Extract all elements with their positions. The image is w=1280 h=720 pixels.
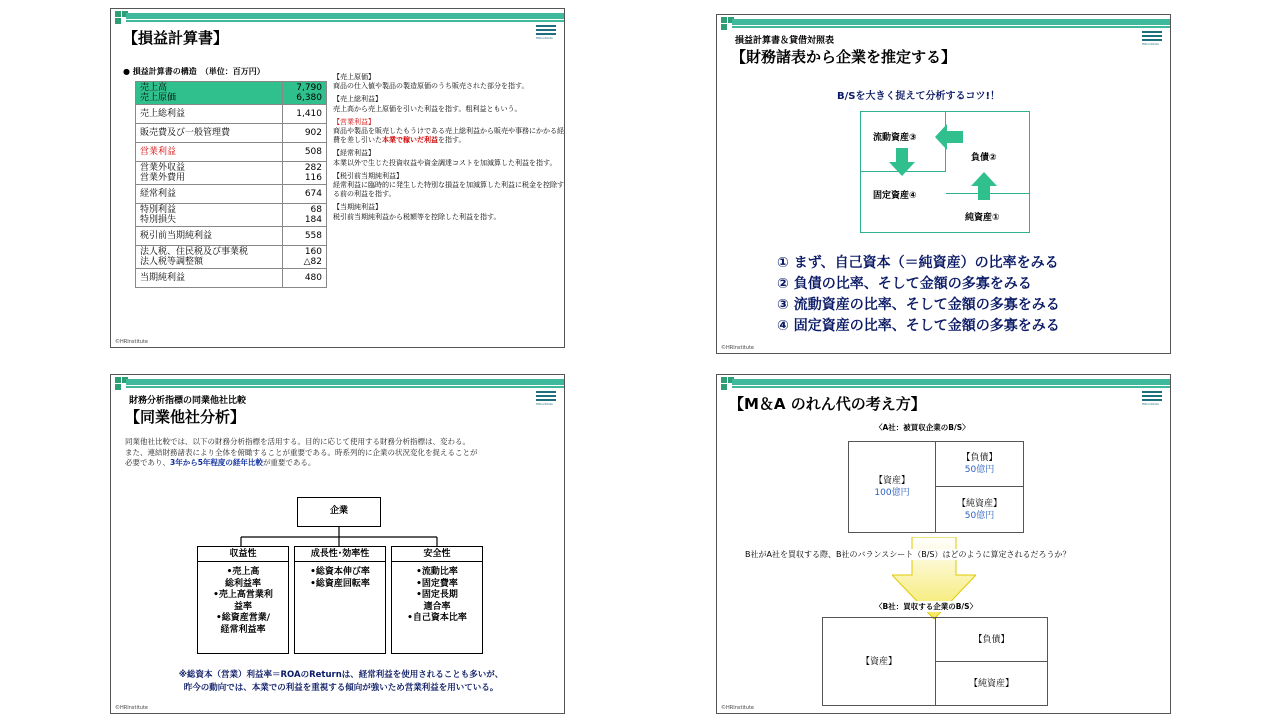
table-row <box>136 269 327 288</box>
footer-copyright: ©HRInstitute <box>115 705 148 711</box>
table-row <box>136 105 327 124</box>
top-bar <box>732 19 1170 25</box>
point-item: ① まず、自己資本（＝純資産）の比率をみる <box>777 255 1059 271</box>
income-table <box>135 81 327 288</box>
table-row <box>136 143 327 162</box>
slide-income-statement[interactable] <box>110 8 565 348</box>
table-row <box>136 227 327 246</box>
slide-title: 【同業他社分析】 <box>125 408 246 426</box>
table-row <box>136 82 327 105</box>
row-value: 480 <box>283 269 327 288</box>
row-value: 1,410 <box>283 105 327 124</box>
decor-square <box>721 384 727 390</box>
a-assets-box: 【資産】 100億円 <box>848 441 936 533</box>
arrow-down-icon <box>889 148 915 176</box>
decor-square <box>115 18 121 24</box>
row-label: 売上高 売上原価 <box>136 82 283 105</box>
top-bar-line <box>126 20 564 22</box>
row-value: 282 116 <box>283 162 327 185</box>
row-value: 902 <box>283 124 327 143</box>
top-bar-line <box>732 386 1170 388</box>
decor-square <box>721 24 727 30</box>
decor-square <box>115 384 121 390</box>
slide-subtitle: 財務分析指標の同業他社比較 <box>129 396 247 406</box>
row-value: 674 <box>283 185 327 204</box>
footer-copyright: ©HRInstitute <box>115 339 148 345</box>
row-label: 売上総利益 <box>136 105 283 124</box>
a-liabilities-box: 【負債】 50億円 <box>935 441 1024 487</box>
row-label: 営業利益 <box>136 143 283 162</box>
row-label: 法人税、住民税及び事業税 法人税等調整額 <box>136 246 283 269</box>
row-label: 販売費及び一般管理費 <box>136 124 283 143</box>
point-item: ③ 流動資産の比率、そして金額の多寡をみる <box>777 297 1060 313</box>
row-label: 当期純利益 <box>136 269 283 288</box>
footnote: ※総資本（営業）利益率＝ROAのReturnは、経常利益を使用されることも多いが、 昨今の動向では、本業での利益を重視する傾向が強いため営業利益を用いている。 <box>178 670 504 693</box>
slide-title: 【損益計算書】 <box>123 29 229 47</box>
top-bar-line <box>732 26 1170 28</box>
top-bar-line <box>126 386 564 388</box>
definition-item: 【売上原価】 商品の仕入値や製品の製造原価のうち販売された部分を指す。 <box>333 73 529 91</box>
row-value: 558 <box>283 227 327 246</box>
table-row <box>136 204 327 227</box>
footer-copyright: ©HRInstitute <box>721 705 754 711</box>
definition-item: 【当期純利益】 税引前当期純利益から税額等を控除した利益を指す。 <box>333 203 501 221</box>
definitions <box>333 73 565 226</box>
cell-equity: 純資産① <box>965 213 1000 223</box>
intro-paragraph: 同業他社比較では、以下の財務分析指標を活用する。目的に応じて使用する財務分析指標は、変わる。 また、連結財務諸表により全体を俯瞰することが重要である。時系列的に企業の状況変化を捉えることが 必要であり、3年から5年程度の経年比較が重要である。 <box>125 437 478 467</box>
arrow-up-icon <box>971 172 997 200</box>
group-growth-efficiency: 成長性･効率性 •総資本伸び率 •総資産回転率 <box>294 546 386 654</box>
slide-title: 【M＆A のれん代の考え方】 <box>729 395 926 413</box>
definition-item: 【経常利益】 本業以外で生じた投資収益や資金調達コストを加減算した利益を指す。 <box>333 149 557 167</box>
bs-fixed-assets <box>861 172 946 232</box>
slide-title: 【財務諸表から企業を推定する】 <box>731 48 957 66</box>
decor-square <box>721 17 727 23</box>
analysis-points <box>777 253 1060 337</box>
point-item: ② 負債の比率、そして金額の多寡をみる <box>777 276 1032 292</box>
table-row <box>136 124 327 143</box>
cell-fixed-assets: 固定資産④ <box>873 191 917 201</box>
slide-subtitle: 損益計算書＆貸借対照表 <box>735 36 835 46</box>
definition-item: 【売上総利益】 売上高から売上原価を引いた利益を指す。粗利益ともいう。 <box>333 95 522 113</box>
top-bar <box>126 13 564 19</box>
row-label: 特別利益 特別損失 <box>136 204 283 227</box>
table-row <box>136 162 327 185</box>
row-label: 営業外収益 営業外費用 <box>136 162 283 185</box>
group-safety: 安全性 •流動比率 •固定費率 •固定長期 適合率 •自己資本比率 <box>391 546 483 654</box>
definition-item: 【営業利益】 商品や製品を販売したもうけである売上総利益から販売や事務にかかる経費を差し引いた本業で稼いだ利益を指す。 <box>333 117 564 145</box>
top-bar <box>126 379 564 385</box>
definition-item: 【税引前当期純利益】 経常利益に臨時的に発生した特別な損益を加減算した利益に税金を控除する前の利益を指す。 <box>333 171 564 199</box>
slide-peer-comparison[interactable] <box>110 374 565 714</box>
cell-current-assets: 流動資産③ <box>873 133 917 143</box>
slide-goodwill[interactable] <box>716 374 1171 714</box>
logo-icon: HRInstitute <box>536 391 556 409</box>
cell-liabilities: 負債② <box>971 153 997 163</box>
slide-estimate-company[interactable] <box>716 14 1171 354</box>
a-caption: 〈A社：被買収企業のB/S〉 <box>875 423 970 432</box>
section-heading: B/Sを大きく捉えて分析するコツ!！ <box>837 91 1001 102</box>
row-value: 160 △82 <box>283 246 327 269</box>
row-label: 税引前当期純利益 <box>136 227 283 246</box>
logo-icon: HRInstitute <box>1142 391 1162 409</box>
decor-square <box>721 377 727 383</box>
row-label: 経常利益 <box>136 185 283 204</box>
footer-copyright: ©HRInstitute <box>721 345 754 351</box>
logo-icon: HRInstitute <box>1142 31 1162 49</box>
table-row <box>136 246 327 269</box>
point-item: ④ 固定資産の比率、そして金額の多寡をみる <box>777 318 1060 334</box>
logo-icon: HRInstitute <box>536 25 556 43</box>
a-equity-box: 【純資産】 50億円 <box>935 486 1024 533</box>
group-profitability: 収益性 •売上高 総利益率 •売上高営業利 益率 •総資産営業/ 経常利益率 <box>197 546 289 654</box>
decor-square <box>115 11 121 17</box>
question-text: B社がA社を買収する際、B社のバランスシート（B/S）はどのように算定されるだろうか？ <box>745 550 1071 559</box>
arrow-left-icon <box>935 124 963 150</box>
b-assets-box: 【資産】 <box>822 617 936 706</box>
org-root: 企業 <box>297 497 381 527</box>
row-value: 508 <box>283 143 327 162</box>
b-liabilities-box: 【負債】 <box>935 617 1048 662</box>
table-row <box>136 185 327 204</box>
table-caption: ● 損益計算書の構造 （単位：百万円） <box>123 67 265 76</box>
decor-square <box>115 377 121 383</box>
balance-sheet-diagram <box>860 111 1030 233</box>
b-equity-box: 【純資産】 <box>935 661 1048 706</box>
top-bar <box>732 379 1170 385</box>
row-value: 68 184 <box>283 204 327 227</box>
b-caption: 〈B社：買収する企業のB/S〉 <box>875 602 978 611</box>
row-value: 7,790 6,380 <box>283 82 327 105</box>
